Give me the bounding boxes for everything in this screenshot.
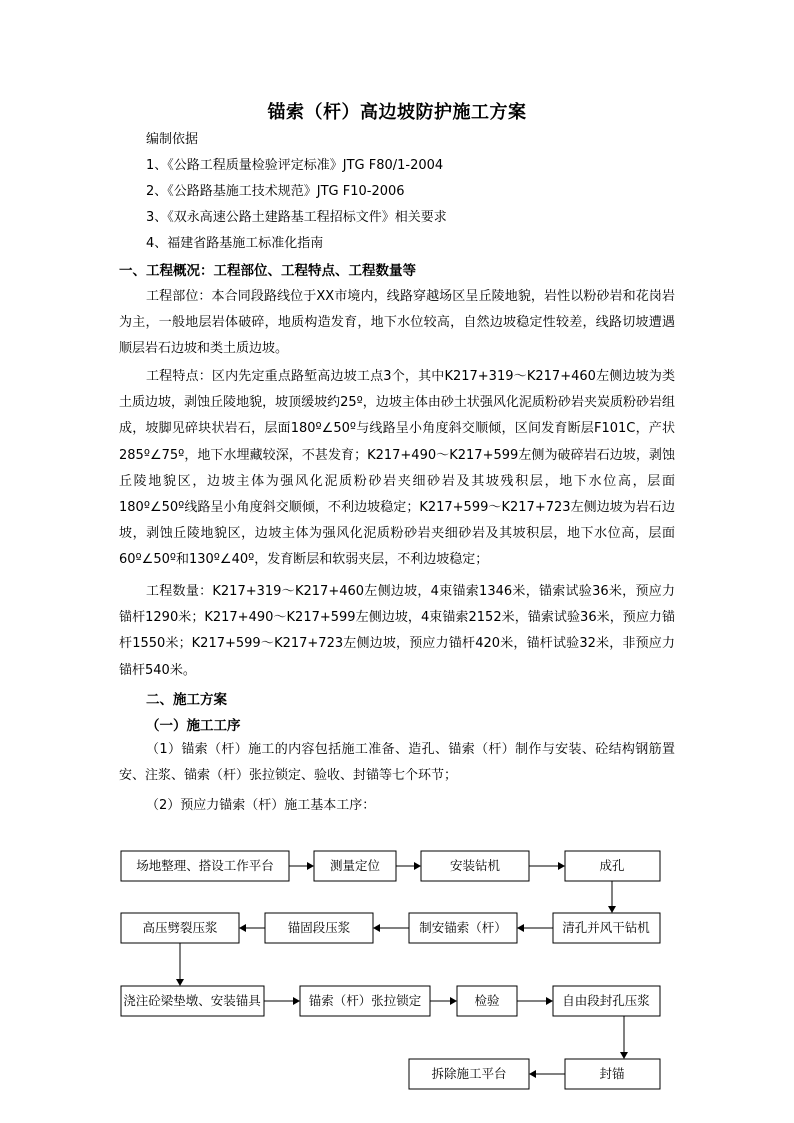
flow-arrowhead-3: [558, 862, 565, 870]
flow-arrowhead-2: [414, 862, 421, 870]
flow-arrowhead-13: [529, 1070, 536, 1078]
flow-arrowhead-9: [293, 997, 300, 1005]
basis-item-2: 2、《公路路基施工技术规范》JTG F10-2006: [146, 184, 405, 199]
flow-arrowhead-7: [239, 924, 246, 932]
section1-quantity: 工程数量：K217+319～K217+460左侧边坡，4束锚索1346米，锚索试验36米，预应力锚杆1290米；K217+490～K217+599左侧边坡，4束锚索2152米，锚索试验36米，预应力锚杆1550米；K217+599～K217+723左侧边坡，预应力锚杆420米，锚杆试验32米，非预应力锚杆540米。: [119, 584, 675, 678]
section1-location: 工程部位：本合同段路线位于XX市境内，线路穿越场区呈丘陵地貌，岩性以粉砂岩和花岗岩为主，一般地层岩体破碎，地质构造发育，地下水位较高，自然边坡稳定性较差，线路切坡遭遇顺层岩石边坡和类土质边坡。: [119, 289, 675, 357]
basis-item-3: 3、《双永高速公路土建路基工程招标文件》相关要求: [146, 210, 447, 225]
basis-item-4: 4、福建省路基施工标准化指南: [146, 236, 324, 251]
document-title: 锚索（杆）高边坡防护施工方案: [267, 102, 527, 123]
flow-arrowhead-11: [546, 997, 553, 1005]
flow-label-pour-beam: 浇注砼梁垫墩、安装锚具: [123, 993, 261, 1008]
flow-arrowhead-8: [176, 979, 184, 986]
flow-label-anchor-grout: 锚固段压浆: [287, 920, 351, 935]
flow-arrowhead-10: [450, 997, 457, 1005]
flow-label-free-section-grout: 自由段封孔压浆: [562, 993, 650, 1008]
section2-p1: （1）锚索（杆）施工的内容包括施工准备、造孔、锚索（杆）制作与安装、砼结构钢筋置安、注浆、锚索（杆）张拉锁定、验收、封锚等七个环节；: [119, 742, 675, 784]
flow-label-drill-hole: 成孔: [599, 858, 625, 873]
section1-heading: 一、工程概况：工程部位、工程特点、工程数量等: [119, 263, 416, 279]
flow-label-high-pressure-grout: 高压劈裂压浆: [142, 920, 218, 935]
flow-label-install-drill: 安装钻机: [449, 858, 501, 873]
flow-label-make-cable: 制安锚索（杆）: [419, 920, 507, 935]
flow-label-inspect: 检验: [474, 993, 500, 1008]
basis-heading: 编制依据: [146, 132, 199, 147]
flow-label-site-prep: 场地整理、搭设工作平台: [136, 858, 274, 873]
section1-features: 工程特点：区内先定重点路堑高边坡工点3个，其中K217+319～K217+460左侧边坡为类土质边坡，剥蚀丘陵地貌，坡顶缓坡约25º，边坡主体由砂土状强风化泥质粉砂岩夹炭质粉砂岩组成，坡脚见碎块状岩石，层面180º∠50º与线路呈小角度斜交顺倾，区间发育断层F101C，产状285º∠75º，地下水埋藏较深，不甚发育；K217+490～K217+599左侧为破碎岩石边坡，剥蚀丘陵地貌区，边坡主体为强风化泥质粉砂岩夹细砂岩及其坡残积层，地下水位高，层面180º∠50º线路呈小角度斜交顺倾，不利边坡稳定；K217+599～K217+723左侧边坡为岩石边坡，剥蚀丘陵地貌区，边坡主体为强风化泥质粉砂岩夹细砂岩及其坡积层，地下水位高，层面60º∠50º和130º∠40º，发育断层和软弱夹层，不利边坡稳定；: [119, 369, 675, 568]
flow-arrowhead-6: [373, 924, 380, 932]
section2-sub1: （一）施工工序: [146, 718, 241, 734]
section2-p2: （2）预应力锚索（杆）施工基本工序：: [146, 798, 376, 813]
flow-label-seal-anchor: 封锚: [599, 1066, 625, 1081]
section2-heading: 二、施工方案: [146, 692, 227, 708]
flow-arrowhead-4: [608, 906, 616, 913]
flow-arrowhead-1: [307, 862, 314, 870]
flow-label-clean-hole: 清孔并风干钻机: [562, 920, 650, 935]
flow-label-survey: 测量定位: [329, 858, 381, 873]
flow-label-remove-platform: 拆除施工平台: [431, 1066, 507, 1081]
flow-arrowhead-12: [620, 1052, 628, 1059]
basis-item-1: 1、《公路工程质量检验评定标准》JTG F80/1-2004: [146, 158, 444, 173]
flow-arrowhead-5: [517, 924, 524, 932]
flow-label-tension-lock: 锚索（杆）张拉锁定: [308, 993, 422, 1008]
